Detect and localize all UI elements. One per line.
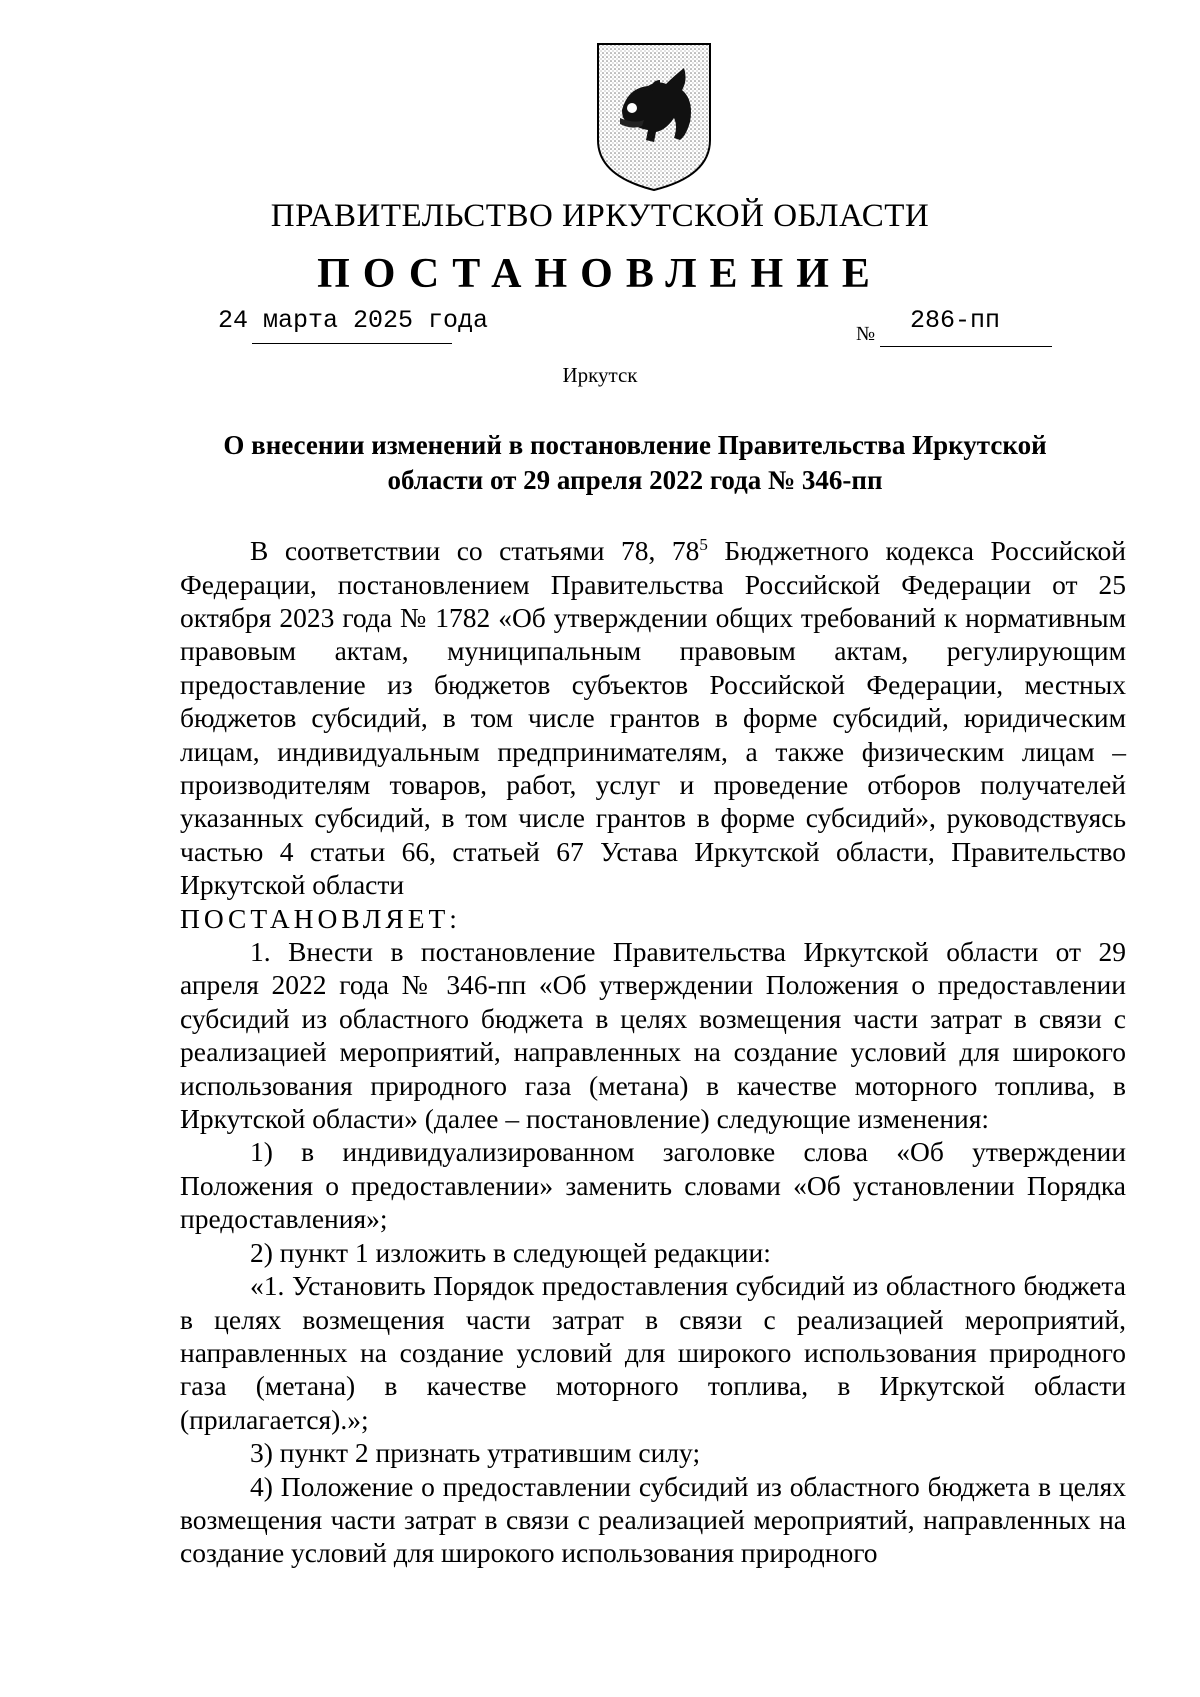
subitem-1-paragraph: 1) в индивидуализированном заголовке слова «Об утверждении Положения о предоставлении» заменить словами «Об установлении Порядка предоставления»; bbox=[180, 1136, 1126, 1235]
quoted-point-1-paragraph: «1. Установить Порядок предоставления субсидий из областного бюджета в целях возмещения части затрат в связи с реализацией мероприятий, направленных на создание условий для широкого использования природного газа (метана) в качестве моторного топлива, в Иркутской области (прилагается).»; bbox=[180, 1270, 1126, 1435]
number-sign: № bbox=[856, 323, 876, 345]
document-number: 286-пп bbox=[910, 306, 1001, 335]
preamble-text-b: Бюджетного кодекса Российской Федерации, постановлением Правительства Российской Федерации от 25 октября 2023 года № 1782 «Об утверждении общих требований к нормативным правовым актам, муниципальным правовым актам, регулирующим предоставление из бюджетов субъектов Российской Федерации, местных бюджетов субсидий, в том числе грантов в форме субсидий, юридическим лицам, индивидуальным предпринимателям, а также физическим лицам – производителям товаров, работ, услуг и проведение отборов получателей указанных субсидий, в том числе грантов в форме субсидий», руководствуясь частью 4 статьи 66, статьей 67 Устава Иркутской области, Правительство Иркутской области bbox=[180, 535, 1126, 901]
number-underline bbox=[880, 346, 1052, 347]
article-superscript: 5 bbox=[699, 535, 708, 554]
subitem-3-paragraph: 3) пункт 2 признать утратившим силу; bbox=[250, 1437, 701, 1469]
preamble-text-a: В соответствии со статьями 78, 78 bbox=[250, 535, 700, 567]
subitem-4-paragraph: 4) Положение о предоставлении субсидий из областного бюджета в целях возмещения части затрат в связи с реализацией мероприятий, направленных на создание условий для широкого использования природного bbox=[180, 1470, 1126, 1569]
subitem-2-paragraph: 2) пункт 1 изложить в следующей редакции: bbox=[250, 1236, 771, 1268]
document-title bbox=[180, 428, 1090, 498]
date-underline bbox=[252, 343, 452, 344]
document-city: Иркутск bbox=[562, 363, 638, 387]
irkutsk-coat-of-arms-icon bbox=[594, 40, 714, 192]
document-body bbox=[180, 528, 1126, 1570]
document-date: 24 марта 2025 года bbox=[218, 306, 489, 335]
title-line-2: области от 29 апреля 2022 года № 346-пп bbox=[387, 465, 883, 495]
document-type: ПОСТАНОВЛЕНИЕ bbox=[317, 251, 883, 297]
government-name: ПРАВИТЕЛЬСТВО ИРКУТСКОЙ ОБЛАСТИ bbox=[270, 198, 930, 234]
title-line-1: О внесении изменений в постановление Правительства Иркутской bbox=[223, 430, 1047, 460]
preamble-paragraph bbox=[180, 528, 1126, 902]
item-1-paragraph: 1. Внести в постановление Правительства Иркутской области от 29 апреля 2022 года № 346-пп «Об утверждении Положения о предоставлении субсидий из областного бюджета в целях возмещения части затрат в связи с реализацией мероприятий, направленных на создание условий для широкого использования природного газа (метана) в качестве моторного топлива, в Иркутской области» (далее – постановление) следующие изменения: bbox=[180, 936, 1126, 1135]
resolves-heading: ПОСТАНОВЛЯЕТ: bbox=[180, 902, 461, 934]
